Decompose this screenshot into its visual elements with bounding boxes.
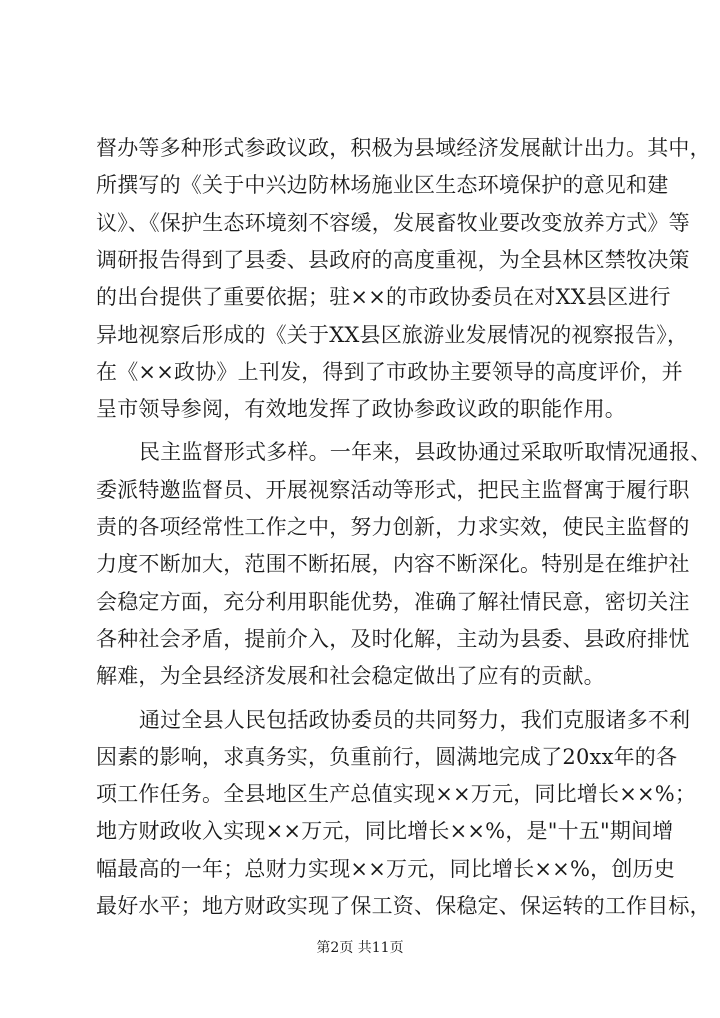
paragraph-line: 调研报告得到了县委、县政府的高度重视，为全县林区禁牧决策 [96, 248, 690, 272]
paragraph-line: 在《××政协》上刊发，得到了市政协主要领导的高度评价，并 [96, 360, 683, 384]
paragraph-line: 责的各项经常性工作之中，努力创新，力求实效，使民主监督的 [96, 515, 690, 539]
paragraph-line: 地方财政收入实现××万元，同比增长××%，是"十五"期间增 [96, 819, 674, 843]
page-number: 第2页 共11页 [316, 940, 404, 956]
paragraph-line: 议》、《保护生态环境刻不容缓，发展畜牧业要改变放养方式》等 [96, 211, 690, 235]
paragraph-line: 最好水平；地方财政实现了保工资、保稳定、保运转的工作目标， [96, 894, 711, 918]
paragraph-line: 幅最高的一年；总财力实现××万元，同比增长××%，创历史 [96, 857, 675, 881]
paragraph-line: 会稳定方面，充分利用职能优势，准确了解社情民意，密切关注 [96, 590, 690, 614]
paragraph-first-line: 民主监督形式多样。一年来，县政协通过采取听取情况通报、 [139, 440, 712, 464]
paragraph-line: 因素的影响，求真务实，负重前行，圆满地完成了20xx年的各 [96, 745, 678, 769]
paragraph-line: 委派特邀监督员、开展视察活动等形式，把民主监督寓于履行职 [96, 478, 690, 502]
paragraph-line: 解难，为全县经济发展和社会稳定做出了应有的贡献。 [96, 664, 605, 688]
paragraph-line: 督办等多种形式参政议政，积极为县域经济发展献计出力。其中， [96, 136, 711, 160]
paragraph-line: 项工作任务。全县地区生产总值实现××万元，同比增长××%； [96, 782, 697, 806]
paragraph-line: 呈市领导参阅，有效地发挥了政协参政议政的职能作用。 [96, 397, 626, 421]
paragraph-line: 各种社会矛盾，提前介入，及时化解，主动为县委、县政府排忧 [96, 627, 690, 651]
paragraph-line: 异地视察后形成的《关于XX县区旅游业发展情况的视察报告》， [96, 323, 689, 347]
paragraph-first-line: 通过全县人民包括政协委员的共同努力，我们克服诸多不利 [139, 708, 691, 732]
paragraph-line: 所撰写的《关于中兴边防林场施业区生态环境保护的意见和建 [96, 173, 669, 197]
paragraph-line: 力度不断加大，范围不断拓展，内容不断深化。特别是在维护社 [96, 552, 690, 576]
paragraph-line: 的出台提供了重要依据；驻××的市政协委员在对XX县区进行 [96, 285, 671, 309]
